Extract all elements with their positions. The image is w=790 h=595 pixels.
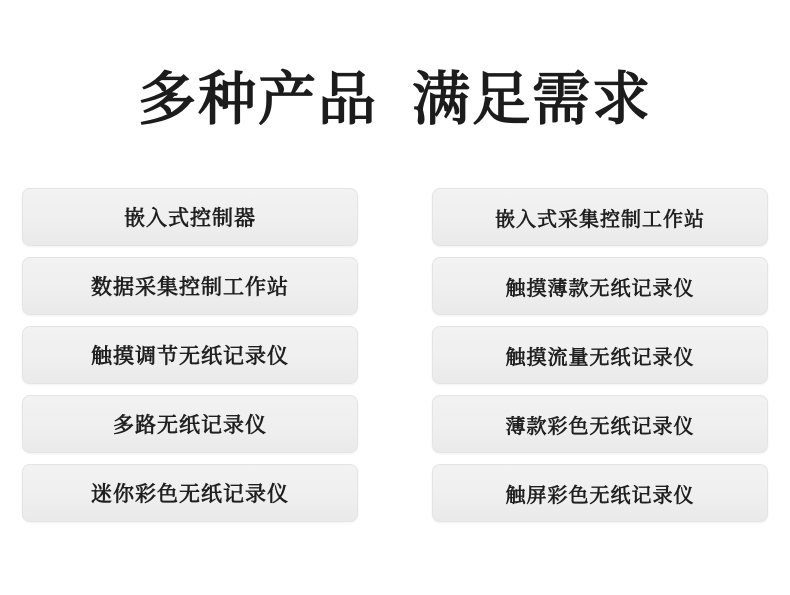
page-title-part-2: 满足需求 xyxy=(412,65,653,133)
product-card[interactable] xyxy=(432,326,768,384)
product-card-label: 触摸薄款无纸记录仪 xyxy=(505,275,695,300)
product-card[interactable] xyxy=(432,464,768,522)
product-card-label: 嵌入式控制器 xyxy=(124,206,256,230)
product-card[interactable] xyxy=(22,464,358,522)
product-columns xyxy=(22,188,768,522)
product-card-label: 触摸调节无纸记录仪 xyxy=(91,344,289,368)
product-card-label: 数据采集控制工作站 xyxy=(91,275,289,299)
product-card-label: 薄款彩色无纸记录仪 xyxy=(505,413,695,438)
product-card-label: 触摸流量无纸记录仪 xyxy=(505,344,695,369)
product-card[interactable] xyxy=(432,257,768,315)
product-card-label: 迷你彩色无纸记录仪 xyxy=(91,482,289,506)
page-title xyxy=(0,52,790,136)
product-card[interactable] xyxy=(22,326,358,384)
product-card[interactable] xyxy=(432,395,768,453)
product-card-label: 多路无纸记录仪 xyxy=(113,413,267,437)
product-card[interactable] xyxy=(22,257,358,315)
product-card[interactable] xyxy=(432,188,768,246)
product-card[interactable] xyxy=(22,188,358,246)
product-card[interactable] xyxy=(22,395,358,453)
product-card-label: 嵌入式采集控制工作站 xyxy=(495,206,705,231)
right-product-column xyxy=(432,188,768,522)
left-product-column xyxy=(22,188,358,522)
page-title-part-1: 多种产品 xyxy=(137,65,378,133)
product-card-label: 触屏彩色无纸记录仪 xyxy=(505,482,695,507)
